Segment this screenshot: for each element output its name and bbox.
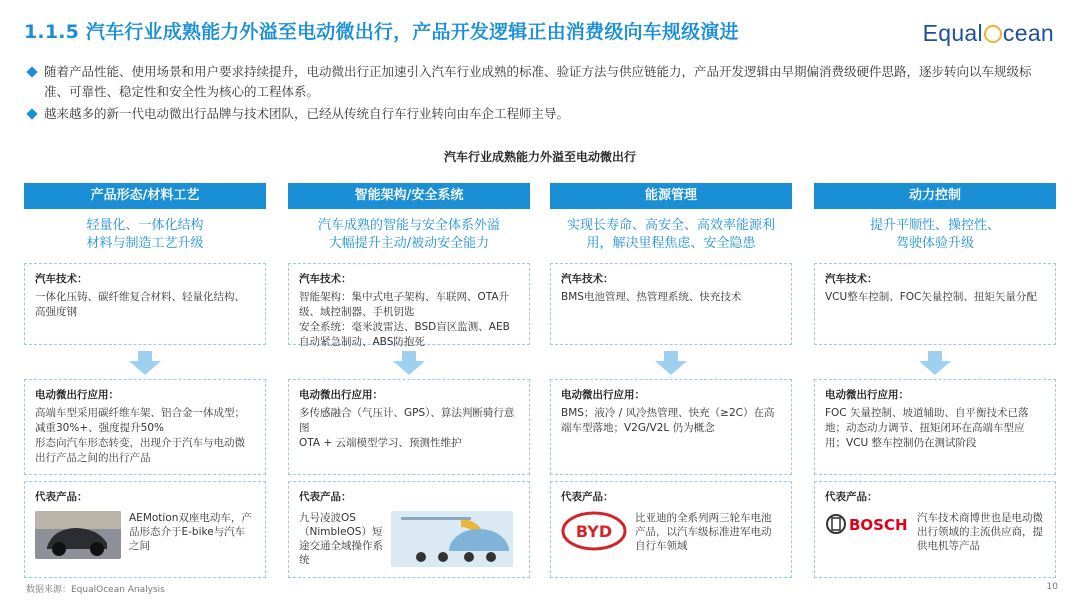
svg-text:BOSCH: BOSCH <box>849 516 908 534</box>
application-box <box>814 379 1056 475</box>
product-box <box>550 481 792 578</box>
box-text: 多传感融合（气压计、GPS）、算法判断骑行意图 <box>299 407 515 434</box>
auto-tech-box <box>550 263 792 345</box>
bosch-logo-icon <box>825 511 909 537</box>
column-summary <box>24 209 266 261</box>
box-label: 代表产品： <box>35 491 88 503</box>
auto-tech-box <box>288 263 530 348</box>
auto-tech-box <box>814 263 1056 345</box>
bullet-text: 越来越多的新一代电动微出行品牌与技术团队，已经从传统自行车行业转向由车企工程师主导。 <box>44 106 570 121</box>
column-summary <box>814 209 1056 261</box>
product-box <box>288 481 530 578</box>
column-header: 产品形态/材料工艺 <box>24 183 266 209</box>
equalocean-logo <box>923 20 1054 47</box>
bullet-item <box>26 104 1056 124</box>
source-note: 数据来源：EqualOcean Analysis <box>26 585 165 595</box>
aemotion-vehicle-image <box>35 511 121 559</box>
bullet-item <box>26 62 1056 102</box>
box-label: 电动微出行应用： <box>35 389 119 401</box>
box-text: BMS；液冷 / 风冷热管理、快充（≥2C）在高端车型落地；V2G/V2L 仍为概念 <box>561 407 775 434</box>
box-label: 汽车技术： <box>561 273 614 285</box>
box-label: 电动微出行应用： <box>825 389 909 401</box>
down-arrow-icon <box>919 351 951 375</box>
down-arrow-icon <box>129 351 161 375</box>
column-summary <box>550 209 792 261</box>
product-text: 九号凌波OS（NimbleOS）短途交通全域操作系统 <box>299 512 383 566</box>
diamond-bullet-icon <box>26 66 37 77</box>
box-text: 形态向汽车形态转变，出现介于汽车与电动微出行产品之间的出行产品 <box>35 437 245 464</box>
bullet-text: 随着产品性能、使用场景和用户要求持续提升，电动微出行正加速引入汽车行业成熟的标准、验证方法与供应链能力，产品开发逻辑由早期偏消费级硬件思路，逐步转向以车规级标准、可靠性、稳定性和安全性为核心的工程体系。 <box>44 64 1032 99</box>
box-label: 代表产品： <box>561 491 614 503</box>
box-text: FOC 矢量控制、坡道辅助、自平衡技术已落地；动态动力调节、扭矩闭环在高端车型应用；VCU 整车控制仍在测试阶段 <box>825 407 1029 449</box>
product-text: 汽车技术商博世也是电动微出行领域的主流供应商，提供电机等产品 <box>917 512 1043 552</box>
column-product-form <box>24 183 266 578</box>
box-label: 电动微出行应用： <box>561 389 645 401</box>
box-text: OTA + 云端模型学习、预测性维护 <box>299 437 462 449</box>
product-text: 比亚迪的全系列两三轮车电池产品，以汽车级标准进军电动自行车领域 <box>635 512 772 552</box>
box-label: 代表产品： <box>825 491 878 503</box>
box-label: 汽车技术： <box>35 273 88 285</box>
column-summary <box>288 209 530 261</box>
down-arrow-icon <box>393 351 425 375</box>
logo-o-circle-icon <box>984 25 1002 43</box>
summary-line: 实现长寿命、高安全、高效率能源利 <box>566 218 775 233</box>
summary-line: 大幅提升主动/被动安全能力 <box>328 236 490 251</box>
svg-text:BYD: BYD <box>575 522 613 541</box>
box-text: VCU整车控制、FOC矢量控制、扭矩矢量分配 <box>825 291 1037 303</box>
box-label: 代表产品： <box>299 491 352 503</box>
application-box <box>288 379 530 475</box>
column-header: 智能架构/安全系统 <box>288 183 530 209</box>
product-box <box>24 481 266 578</box>
box-text: 一体化压铸、碳纤维复合材料、轻量化结构、高强度钢 <box>35 291 245 318</box>
column-smart-architecture <box>288 183 530 578</box>
summary-line: 材料与制造工艺升级 <box>86 236 204 251</box>
product-text: AEMotion双座电动车，产品形态介于E-bike与汽车之间 <box>129 512 252 552</box>
nimbleos-promo-image <box>391 511 513 567</box>
column-header: 动力控制 <box>814 183 1056 209</box>
summary-line: 提升平顺性、操控性、 <box>869 218 1000 233</box>
diagram-title: 汽车行业成熟能力外溢至电动微出行 <box>443 150 636 164</box>
column-header: 能源管理 <box>550 183 792 209</box>
summary-line: 汽车成熟的智能与安全体系外溢 <box>317 218 500 233</box>
column-power-control <box>814 183 1056 578</box>
summary-line: 驾驶体验升级 <box>895 236 974 251</box>
auto-tech-box <box>24 263 266 345</box>
application-box <box>24 379 266 475</box>
page-title: 1.1.5 汽车行业成熟能力外溢至电动微出行，产品开发逻辑正由消费级向车规级演进 <box>24 21 739 43</box>
box-label: 电动微出行应用： <box>299 389 383 401</box>
box-text: 高端车型采用碳纤维车架、铝合金一体成型；减重30%+、强度提升50% <box>35 407 245 434</box>
box-label: 汽车技术： <box>825 273 878 285</box>
summary-line: 用，解决里程焦虑、安全隐患 <box>586 236 756 251</box>
box-text: 智能架构：集中式电子架构、车联网、OTA升级、域控制器、手机钥匙 <box>299 291 510 318</box>
product-box <box>814 481 1056 578</box>
diamond-bullet-icon <box>26 108 37 119</box>
logo-text-right: cean <box>1002 20 1054 46</box>
down-arrow-icon <box>655 351 687 375</box>
box-text: BMS电池管理、热管理系统、快充技术 <box>561 291 742 303</box>
byd-logo-icon <box>561 511 627 551</box>
page-number: 10 <box>1046 582 1058 592</box>
column-energy-management <box>550 183 792 578</box>
summary-line: 轻量化、一体化结构 <box>86 218 204 233</box>
logo-text-left: Equal <box>922 20 983 46</box>
box-label: 汽车技术： <box>299 273 352 285</box>
box-text: 安全系统：毫米波雷达、BSD盲区监测、AEB自动紧急制动、ABS防抱死 <box>299 321 510 348</box>
application-box <box>550 379 792 475</box>
intro-bullets <box>26 62 1056 126</box>
